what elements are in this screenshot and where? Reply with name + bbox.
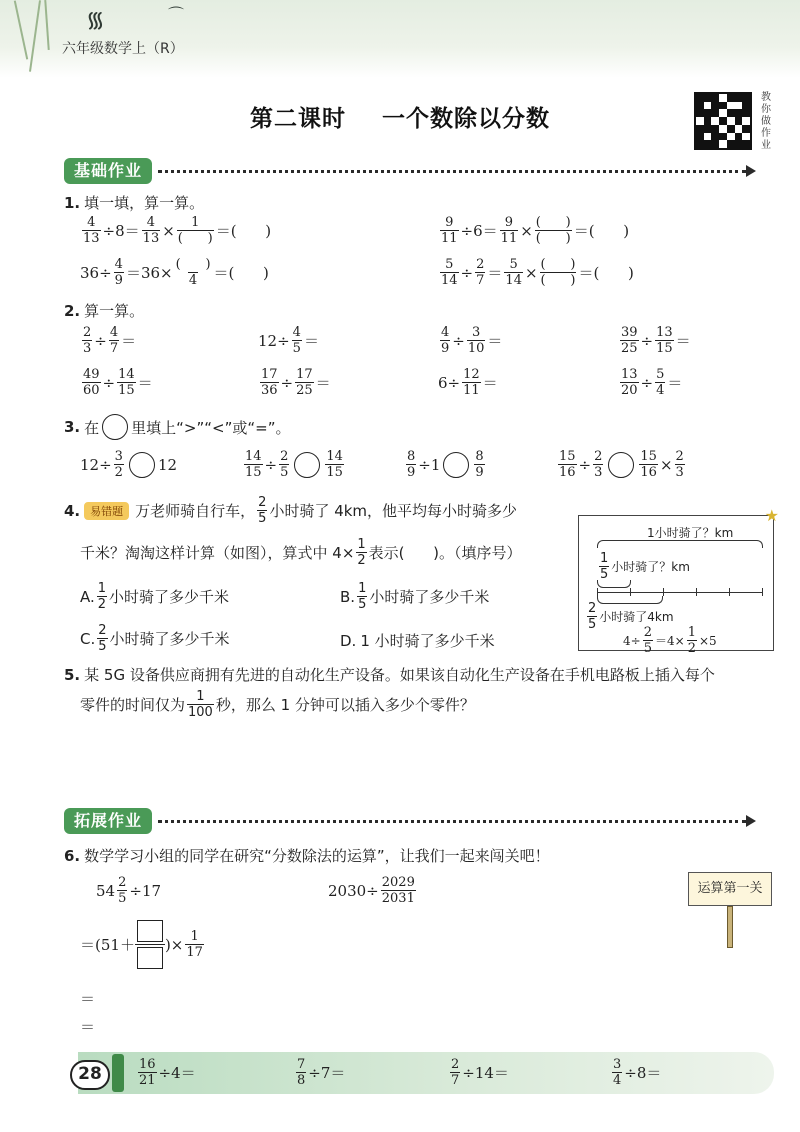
- q2-item: $\frac{17}{36}$ ÷ $\frac{17}{25}$ ＝: [261, 367, 331, 398]
- error-prone-badge: 易错题: [84, 502, 129, 520]
- q3-item-d: $\frac{15}{16}$ ÷ $\frac{2}{3}$ $\frac{15}{16}$ × $\frac{2}{3}$: [559, 449, 684, 480]
- bird-icon: ⌒: [168, 5, 185, 24]
- q2-heading: 2. 算一算。: [64, 301, 145, 320]
- q5-line1: 5. 某 5G 设备供应商拥有先进的自动化生产设备。如果该自动化生产设备在手机电路板上插入每个: [64, 665, 715, 684]
- section-tag: 拓展作业: [64, 808, 152, 834]
- q1-heading: 1. 填一填，算一算。: [64, 193, 205, 212]
- page-number: 28: [70, 1060, 110, 1090]
- q1-item-c: 36÷ $\frac{4}{9}$ ＝36× ( ) 4 ＝( ): [80, 257, 269, 288]
- arrow-right-icon: [746, 165, 756, 177]
- q6-expr-2: 2030÷ $\frac{2029}{2031}$: [328, 875, 415, 906]
- qr-caption: 教你做作业: [761, 92, 771, 151]
- q4-option-b[interactable]: B. 1 5 小时骑了多少千米: [340, 581, 490, 612]
- arrow-right-icon: [746, 815, 756, 827]
- q2-item: $\frac{49}{60}$ ÷ $\frac{14}{15}$ ＝: [83, 367, 153, 398]
- q3-item-b: $\frac{14}{15}$ ÷ $\frac{2}{5}$ 14 15: [245, 449, 343, 480]
- q1-item-b: $\frac{9}{11}$ ÷6＝ $\frac{9}{11}$ × ( ) ( ) ＝( ): [441, 215, 630, 246]
- q6-step-2: ＝: [80, 990, 96, 1008]
- q2-item: $\frac{13}{20}$ ÷ $\frac{5}{4}$ ＝: [621, 367, 683, 398]
- q4-line1: 4. 易错题 万老师骑自行车， 2 5 小时骑了 4km，他平均每小时骑多少: [64, 495, 518, 526]
- sign-post: [727, 906, 733, 948]
- fill-box-top[interactable]: [137, 920, 163, 942]
- qr-code-icon[interactable]: [694, 92, 752, 150]
- bottom-item: $\frac{16}{21}$ ÷4＝: [139, 1057, 196, 1088]
- level-sign: 运算第一关: [688, 872, 772, 906]
- grade-label: 六年级数学上（R）: [62, 41, 184, 57]
- section-tag: 基础作业: [64, 158, 152, 184]
- answer-blank[interactable]: ＝( ): [213, 264, 269, 282]
- star-icon: ★: [764, 506, 779, 525]
- answer-blank[interactable]: ＝( ): [215, 222, 272, 240]
- answer-circle[interactable]: [294, 452, 320, 478]
- bottom-item: $\frac{3}{4}$ ÷8＝: [613, 1057, 662, 1088]
- q6-step-1: ＝(51＋ )× $\frac{1}{17}$: [80, 920, 206, 969]
- q3-item-a: 12÷ $\frac{3}{2}$ 12: [80, 449, 178, 480]
- q1-item-a: $\frac{4}{13}$ ÷8＝ $\frac{4}{13}$ × 1 ( ) ＝( ): [83, 215, 272, 246]
- q6-step-3: ＝: [80, 1018, 96, 1036]
- answer-blank[interactable]: ＝( ): [578, 264, 634, 282]
- section-basic: [64, 158, 756, 184]
- diagram-bottom-label: 2 5 小时骑了4km: [588, 601, 674, 632]
- q4-option-a[interactable]: A. 1 2 小时骑了多少千米: [80, 581, 230, 612]
- q6-heading: 6. 数学学习小组的同学在研究“分数除法的运算”，让我们一起来闯关吧！: [64, 846, 550, 865]
- q2-item: $\frac{4}{9}$ ÷ $\frac{3}{10}$ ＝: [441, 325, 503, 356]
- answer-circle[interactable]: [443, 452, 469, 478]
- bird-icon: ᯾: [86, 8, 105, 33]
- q3-item-c: $\frac{8}{9}$ ÷1 8 9: [407, 449, 484, 480]
- q4-line2: 千米？淘淘这样计算（如图），算式中 4× $\frac{1}{2}$ 表示( )。（填序号）: [80, 537, 522, 568]
- q4-option-c[interactable]: C. 2 5 小时骑了多少千米: [80, 623, 230, 654]
- page-title: 第二课时 一个数除以分数: [249, 106, 551, 132]
- answer-circle[interactable]: [608, 452, 634, 478]
- bar-cap: [112, 1054, 124, 1092]
- q6-expr-1: 54 $\frac{2}{5}$ ÷17: [96, 875, 162, 906]
- q3-heading: 3. 在 里填上“>”“<”或“=”。: [64, 414, 291, 440]
- diagram-formula: 4÷ $\frac{2}{5}$ ＝4× $\frac{1}{2}$ ×5: [623, 625, 717, 656]
- q4-option-d[interactable]: D. 1 小时骑了多少千米: [340, 631, 495, 650]
- bottom-item: $\frac{7}{8}$ ÷7＝: [297, 1057, 346, 1088]
- diagram-top-label: 1小时骑了？km: [647, 526, 734, 540]
- q2-item: $\frac{39}{25}$ ÷ $\frac{13}{15}$ ＝: [621, 325, 691, 356]
- compare-circle-icon: [102, 414, 128, 440]
- answer-circle[interactable]: [129, 452, 155, 478]
- section-extension: [64, 808, 756, 834]
- q2-item: 6÷ $\frac{12}{11}$ ＝: [438, 367, 498, 398]
- q5-line2: 零件的时间仅为 1 100 秒，那么 1 分钟可以插入多少个零件？: [80, 689, 475, 720]
- segment-diagram: [578, 506, 779, 656]
- q2-item: $\frac{2}{3}$ ÷ $\frac{4}{7}$ ＝: [83, 325, 137, 356]
- bottom-item: $\frac{2}{7}$ ÷14＝: [451, 1057, 509, 1088]
- diagram-mid-label: 1 5 小时骑了？km: [600, 551, 690, 582]
- q2-item: 12÷ $\frac{4}{5}$ ＝: [258, 325, 319, 356]
- fill-box-bottom[interactable]: [137, 947, 163, 969]
- q1-item-d: $\frac{5}{14}$ ÷ $\frac{2}{7}$ ＝ $\frac{5}{14}$ × ( ) ( ) ＝( ): [441, 257, 634, 288]
- answer-blank[interactable]: ＝( ): [573, 222, 630, 240]
